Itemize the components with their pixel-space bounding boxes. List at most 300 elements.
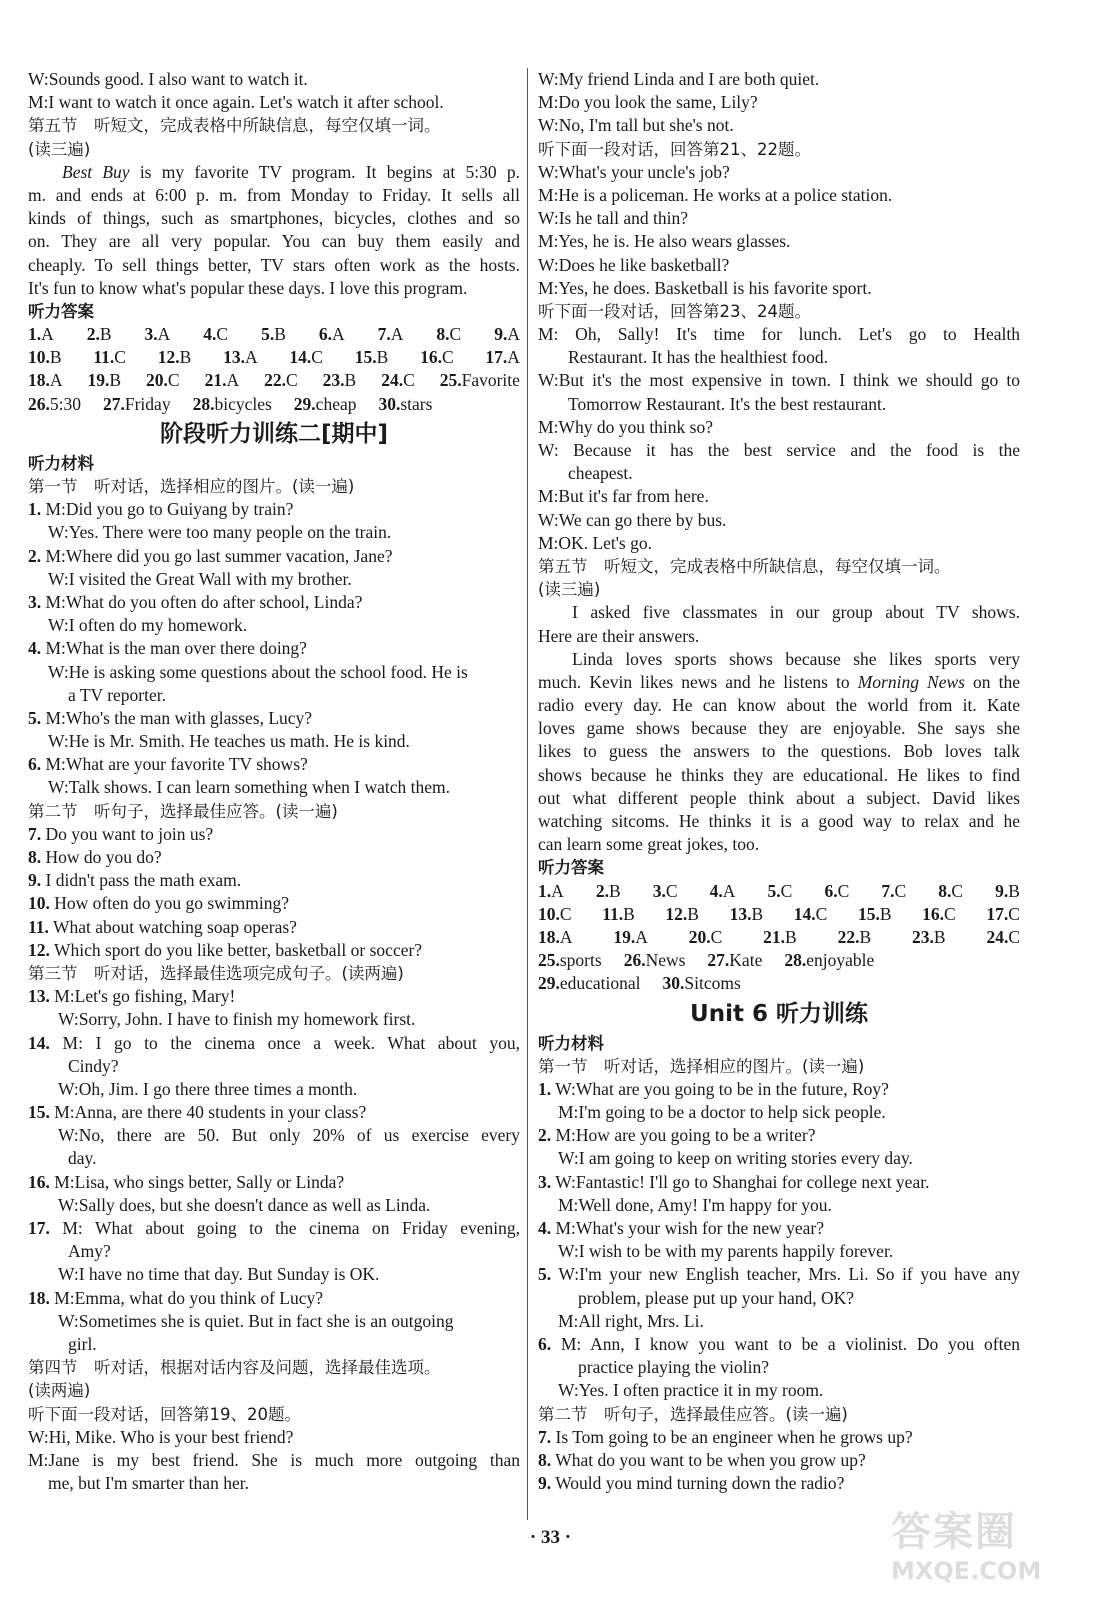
- answer-number: 3.: [652, 880, 666, 901]
- answer-item: [28, 323, 54, 346]
- item-text: M: I go to the cinema once a week. What about you,: [62, 1032, 520, 1053]
- answer-value: stars: [400, 393, 433, 414]
- item-text: Which sport do you like better, basketball or soccer?: [53, 939, 423, 960]
- answer-item: [355, 346, 389, 369]
- answer-item: [858, 903, 892, 926]
- numbered-item: [28, 753, 520, 776]
- dialogue-line: W:Sally does, but she doesn't dance as well as Linda.: [58, 1194, 431, 1215]
- numbered-item: [28, 1032, 520, 1055]
- answer-value: C: [311, 347, 323, 368]
- numbered-item: [538, 1124, 1020, 1147]
- item-text: W:Fantastic! I'll go to Shanghai for college next year.: [555, 1171, 930, 1192]
- answer-value: C: [951, 880, 964, 901]
- answer-number: 11.: [602, 903, 624, 924]
- numbered-item: [28, 545, 520, 568]
- item-text: M:What are your favorite TV shows?: [45, 754, 308, 775]
- answer-item: [87, 323, 112, 346]
- answer-number: 19.: [87, 370, 110, 391]
- item-number: 14.: [28, 1032, 50, 1053]
- answer-value: B: [1008, 880, 1020, 901]
- item-number: 1.: [538, 1078, 552, 1099]
- answer-number: 29.: [538, 973, 560, 994]
- answer-number: 11.: [93, 347, 115, 368]
- text-line: W:What's your uncle's job?: [538, 161, 730, 182]
- section-heading: 第五节 听短文，完成表格中所缺信息，每空仅填一词。: [28, 116, 441, 136]
- column-divider: [527, 68, 528, 1520]
- answer-item: [294, 393, 357, 416]
- answer-item: [378, 393, 432, 416]
- answer-number: 21.: [763, 926, 786, 947]
- answer-value: C: [1008, 903, 1020, 924]
- text-line: M:Yes, he does. Basketball is his favorite sport.: [538, 277, 872, 298]
- section-heading: 第二节 听句子，选择最佳应答。(读一遍): [538, 1404, 848, 1424]
- section-heading: 听下面一段对话，回答第19、20题。: [28, 1404, 301, 1424]
- watermark-logo: [891, 1500, 1071, 1590]
- answer-value: A: [332, 324, 345, 345]
- answer-item: [881, 880, 906, 903]
- item-number: 2.: [28, 545, 42, 566]
- numbered-item: [28, 939, 520, 962]
- answer-value: C: [837, 880, 850, 901]
- text-line: loves game shows because they are enjoyable. She says she: [538, 718, 1020, 739]
- dialogue-line: W:I have no time that day. But Sunday is OK.: [58, 1264, 380, 1285]
- section-heading: (读三遍): [28, 139, 91, 159]
- answer-value: A: [157, 324, 171, 345]
- answer-value: B: [274, 324, 286, 345]
- answer-row: [538, 926, 1020, 949]
- answer-number: 14.: [289, 347, 312, 368]
- answer-row: [538, 880, 1020, 903]
- section-heading: (读三遍): [538, 580, 601, 600]
- answer-item: [912, 926, 946, 949]
- answer-item: [730, 903, 764, 926]
- answer-row: [28, 393, 520, 416]
- dialogue-line: W:Talk shows. I can learn something when I watch them.: [48, 777, 450, 798]
- item-number: 3.: [538, 1171, 552, 1192]
- answer-item: [264, 369, 298, 392]
- answer-number: 25.: [538, 950, 560, 971]
- item-number: 2.: [538, 1125, 552, 1146]
- answer-value: C: [1008, 926, 1020, 947]
- answer-value: Favorite: [461, 370, 520, 391]
- item-number: 6.: [28, 754, 42, 775]
- paragraph-text: is my favorite TV program. It begins at 5:30 p.: [129, 161, 520, 182]
- answer-item: [223, 346, 258, 369]
- answer-number: 15.: [354, 347, 377, 368]
- text-line: M: Oh, Sally! It's time for lunch. Let's go to Health: [538, 324, 1020, 345]
- answer-value: B: [109, 370, 122, 391]
- item-number: 17.: [28, 1218, 50, 1238]
- answer-number: 28.: [192, 393, 215, 414]
- numbered-item: [538, 1217, 1020, 1240]
- answer-number: 8.: [436, 324, 450, 345]
- item-text: I didn't pass the math exam.: [45, 870, 242, 891]
- answer-value: A: [41, 324, 54, 345]
- answer-item: [938, 880, 963, 903]
- answer-number: 26.: [623, 950, 646, 971]
- answer-number: 5.: [767, 880, 781, 901]
- answer-item: [663, 972, 741, 995]
- answer-number: 6.: [824, 880, 838, 901]
- section-label: 听力材料: [538, 1033, 604, 1053]
- section-heading: 第一节 听对话，选择相应的图片。(读一遍): [538, 1056, 865, 1076]
- answer-value: B: [376, 347, 389, 368]
- answer-value: sports: [559, 950, 602, 971]
- text-line: Here are their answers.: [538, 625, 700, 646]
- answer-item: [794, 903, 828, 926]
- dialogue-line: problem, please put up your hand, OK?: [578, 1287, 855, 1308]
- answer-item: [824, 880, 849, 903]
- right-column: [538, 68, 1020, 1495]
- text-line: W:Sounds good. I also want to watch it.: [28, 69, 308, 89]
- item-number: 13.: [28, 986, 50, 1007]
- answer-item: [319, 323, 345, 346]
- answer-item: [710, 880, 736, 903]
- answer-number: 16.: [922, 903, 945, 924]
- text-line: M:He is a policeman. He works at a police station.: [538, 184, 893, 205]
- answer-item: [261, 323, 286, 346]
- answer-item: [103, 393, 171, 416]
- dialogue-line: cheapest.: [568, 463, 633, 484]
- section-label: 听力答案: [538, 858, 604, 878]
- answer-item: [440, 369, 520, 392]
- answer-number: 4.: [203, 324, 217, 345]
- item-text: M:Did you go to Guiyang by train?: [45, 499, 294, 520]
- answer-value: C: [441, 347, 454, 368]
- text-line: W:My friend Linda and I are both quiet.: [538, 69, 820, 89]
- dialogue-line: W:Sorry, John. I have to finish my homework first.: [58, 1009, 416, 1030]
- dialogue-line: Tomorrow Restaurant. It's the best restaurant.: [568, 393, 887, 414]
- answer-item: [145, 323, 171, 346]
- dialogue-line: W:I am going to keep on writing stories every day.: [558, 1148, 913, 1169]
- answer-item: [28, 346, 62, 369]
- item-text: Is Tom going to be an engineer when he grows up?: [555, 1426, 913, 1447]
- answer-item: [653, 880, 678, 903]
- answer-number: 28.: [784, 950, 807, 971]
- answer-value: A: [390, 324, 404, 345]
- answer-item: [323, 369, 357, 392]
- answer-value: A: [226, 370, 240, 391]
- section-heading: 听下面一段对话，回答第21、22题。: [538, 139, 811, 159]
- answer-value: A: [49, 370, 63, 391]
- answer-number: 20.: [688, 926, 711, 947]
- item-text: M:What's your wish for the new year?: [555, 1218, 824, 1238]
- answer-item: [485, 346, 520, 369]
- answer-number: 30.: [662, 973, 685, 994]
- page-number: · 33 ·: [529, 1527, 572, 1548]
- item-text: M:Where did you go last summer vacation, Jane?: [45, 545, 393, 566]
- numbered-item: [538, 1263, 1020, 1286]
- answer-value: C: [780, 880, 793, 901]
- answer-number: 24.: [986, 926, 1009, 947]
- dialogue-line: W:He is Mr. Smith. He teaches us math. He is kind.: [48, 731, 410, 752]
- answer-number: 30.: [378, 393, 401, 414]
- text-line: M:Why do you think so?: [538, 416, 713, 437]
- answer-number: 17.: [485, 347, 508, 368]
- dialogue-line: W:I wish to be with my parents happily forever.: [558, 1241, 894, 1262]
- text-line: out what different people think about a subject. David likes: [538, 787, 1020, 808]
- item-number: 12.: [28, 939, 50, 960]
- answer-number: 8.: [938, 880, 952, 901]
- item-number: 9.: [538, 1473, 552, 1494]
- dialogue-line: W:Oh, Jim. I go there three times a month.: [58, 1078, 358, 1099]
- answer-value: News: [645, 950, 686, 971]
- item-text: M:What is the man over there doing?: [45, 638, 307, 659]
- answer-number: 15.: [857, 903, 880, 924]
- answer-row: [538, 972, 1020, 995]
- answer-value: B: [879, 903, 892, 924]
- text-line: can learn some great jokes, too.: [538, 834, 760, 855]
- item-number: 4.: [28, 638, 42, 659]
- text-line: M:But it's far from here.: [538, 486, 709, 507]
- answer-value: A: [507, 324, 520, 345]
- item-text: M:Emma, what do you think of Lucy?: [54, 1287, 324, 1308]
- numbered-item: [28, 869, 520, 892]
- text-line: likes to guess the answers to the questions. Bob loves talk: [538, 741, 1020, 762]
- answer-item: [784, 949, 874, 972]
- answer-number: 12.: [157, 347, 180, 368]
- item-number: 3.: [28, 591, 42, 612]
- answer-item: [613, 926, 648, 949]
- text-line: W: Because it has the best service and the food is the: [538, 440, 1020, 460]
- answer-value: educational: [559, 973, 641, 994]
- answer-value: C: [710, 926, 723, 947]
- answer-value: B: [99, 324, 112, 345]
- answer-number: 27.: [707, 950, 730, 971]
- answer-value: C: [815, 903, 828, 924]
- answer-value: 5:30: [49, 393, 81, 414]
- answer-item: [986, 903, 1020, 926]
- answer-row: [28, 323, 520, 346]
- answer-number: 17.: [986, 903, 1009, 924]
- numbered-item: [538, 1333, 1020, 1356]
- answer-item: [88, 369, 122, 392]
- answer-value: C: [559, 903, 572, 924]
- answer-row: [28, 369, 520, 392]
- answer-item: [838, 926, 872, 949]
- answer-item: [538, 880, 564, 903]
- answer-value: Kate: [729, 950, 763, 971]
- answer-item: [624, 949, 686, 972]
- answer-row: [28, 346, 520, 369]
- answer-value: C: [216, 324, 229, 345]
- answer-item: [203, 323, 228, 346]
- item-text: W:What are you going to be in the future, Roy?: [555, 1078, 889, 1099]
- item-number: 7.: [28, 823, 42, 844]
- answer-item: [538, 926, 573, 949]
- answer-number: 10.: [538, 903, 560, 924]
- answer-number: 18.: [28, 370, 50, 391]
- answer-number: 23.: [912, 926, 934, 947]
- answer-number: 20.: [146, 370, 168, 391]
- answer-item: [538, 949, 602, 972]
- item-text: What do you want to be when you grow up?: [555, 1449, 866, 1470]
- answer-number: 9.: [995, 880, 1009, 901]
- numbered-item: [28, 916, 520, 939]
- section-label: 听力材料: [28, 453, 94, 473]
- answer-value: Sitcoms: [684, 973, 741, 994]
- answer-number: 16.: [420, 347, 442, 368]
- answer-number: 23.: [322, 370, 345, 391]
- answer-value: C: [944, 903, 956, 924]
- numbered-item: [28, 1287, 520, 1310]
- dialogue-line: Restaurant. It has the healthiest food.: [568, 347, 828, 368]
- text-line: W:We can go there by bus.: [538, 509, 727, 530]
- text-line: radio every day. He can know about the world from it. Kate: [538, 695, 1020, 716]
- numbered-item: [28, 637, 520, 660]
- item-number: 9.: [28, 870, 42, 891]
- answer-number: 6.: [318, 324, 333, 345]
- answer-item: [381, 369, 415, 392]
- answer-item: [93, 346, 126, 369]
- answer-number: 12.: [665, 903, 688, 924]
- dialogue-line: me, but I'm smarter than her.: [48, 1473, 249, 1494]
- answer-item: [494, 323, 520, 346]
- numbered-item: [28, 1171, 520, 1194]
- item-number: 8.: [28, 847, 42, 867]
- dialogue-line: practice playing the violin?: [578, 1357, 769, 1378]
- answer-value: A: [722, 880, 736, 901]
- answer-number: 13.: [729, 903, 752, 924]
- text-line: cheaply. To sell things better, TV stars often work as the hosts.: [28, 254, 520, 275]
- answer-number: 10.: [28, 347, 50, 368]
- answer-item: [193, 393, 272, 416]
- section-heading: 第二节 听句子，选择最佳应答。(读一遍): [28, 801, 338, 821]
- section-heading: 第三节 听对话，选择最佳选项完成句子。(读两遍): [28, 963, 404, 983]
- answer-item: [596, 880, 621, 903]
- dialogue-line: Cindy?: [68, 1055, 119, 1076]
- dialogue-line: girl.: [68, 1333, 97, 1354]
- item-number: 11.: [28, 916, 49, 937]
- text-line: M:Jane is my best friend. She is much more outgoing than: [28, 1449, 520, 1470]
- program-title: Best Buy: [62, 161, 130, 182]
- numbered-item: [538, 1449, 1020, 1472]
- unit-title: Unit 6 听力训练: [690, 1000, 868, 1027]
- text-line: W:Is he tall and thin?: [538, 208, 688, 229]
- text-line: M:Do you look the same, Lily?: [538, 92, 758, 113]
- paragraph-text: much. Kevin likes news and he listens to: [538, 671, 858, 692]
- answer-item: [995, 880, 1020, 903]
- item-text: M:Who's the man with glasses, Lucy?: [45, 707, 313, 728]
- section-heading: 第四节 听对话，根据对话内容及问题，选择最佳选项。: [28, 1358, 441, 1378]
- answer-item: [538, 972, 641, 995]
- numbered-item: [28, 1217, 520, 1240]
- paragraph-line: I asked five classmates in our group about TV shows.: [572, 602, 1020, 623]
- answer-value: B: [623, 903, 635, 924]
- paragraph-text: on the: [964, 671, 1020, 692]
- watermark-text-en: MXQE.COM: [891, 1557, 1042, 1585]
- numbered-item: [28, 892, 520, 915]
- item-text: How do you do?: [45, 847, 162, 867]
- item-number: 16.: [28, 1171, 50, 1192]
- answer-number: 9.: [494, 324, 508, 345]
- text-line: M:OK. Let's go.: [538, 532, 652, 553]
- answer-number: 5.: [261, 324, 275, 345]
- section-heading: 听下面一段对话，回答第23、24题。: [538, 301, 811, 321]
- answer-row: [538, 949, 1020, 972]
- answer-item: [707, 949, 762, 972]
- answer-number: 14.: [793, 903, 816, 924]
- answer-number: 1.: [28, 324, 42, 345]
- answer-value: A: [551, 880, 564, 901]
- item-number: 8.: [538, 1449, 552, 1470]
- answer-item: [289, 346, 323, 369]
- answer-item: [28, 369, 63, 392]
- answer-number: 3.: [144, 324, 158, 345]
- text-line: W:Hi, Mike. Who is your best friend?: [28, 1426, 294, 1447]
- watermark-text-cn: 答案圈: [891, 1509, 1017, 1555]
- numbered-item: [28, 591, 520, 614]
- answer-value: C: [665, 880, 678, 901]
- answer-item: [158, 346, 192, 369]
- answer-value: C: [167, 370, 180, 391]
- dialogue-line: W:No, there are 50. But only 20% of us exercise every: [58, 1125, 520, 1146]
- section-heading: 第五节 听短文，完成表格中所缺信息，每空仅填一词。: [538, 556, 951, 576]
- paragraph-line: [538, 671, 1020, 694]
- answer-number: 19.: [613, 926, 636, 947]
- answer-number: 7.: [377, 324, 391, 345]
- answer-value: B: [49, 347, 62, 368]
- left-column: [28, 68, 520, 1495]
- answer-item: [768, 880, 793, 903]
- numbered-item: [538, 1078, 1020, 1101]
- answer-value: bicycles: [214, 393, 272, 414]
- answer-item: [420, 346, 454, 369]
- text-line: kinds of things, such as smartphones, bicycles, clothes and so: [28, 208, 520, 229]
- text-line: W:Does he like basketball?: [538, 254, 730, 275]
- dialogue-line: W:He is asking some questions about the school food. He is: [48, 661, 468, 682]
- item-text: What about watching soap operas?: [52, 916, 297, 937]
- text-line: m. and ends at 6:00 p. m. from Monday to Friday. It sells all: [28, 184, 520, 205]
- answer-value: B: [687, 903, 699, 924]
- item-number: 5.: [28, 707, 42, 728]
- answer-value: A: [244, 347, 258, 368]
- answer-value: B: [859, 926, 872, 947]
- paragraph-line: [28, 161, 520, 184]
- answer-number: 21.: [204, 370, 227, 391]
- dialogue-line: day.: [68, 1148, 97, 1169]
- text-line: It's fun to know what's popular these days. I love this program.: [28, 277, 468, 298]
- numbered-item: [28, 823, 520, 846]
- answer-number: 24.: [381, 370, 404, 391]
- text-line: M:Yes, he is. He also wears glasses.: [538, 231, 791, 252]
- item-text: M:Anna, are there 40 students in your class?: [54, 1102, 367, 1123]
- answer-value: A: [559, 926, 573, 947]
- answer-item: [763, 926, 797, 949]
- dialogue-line: M:I'm going to be a doctor to help sick people.: [558, 1102, 886, 1123]
- answer-value: C: [403, 370, 415, 391]
- dialogue-line: M:All right, Mrs. Li.: [558, 1310, 704, 1331]
- answer-value: B: [179, 347, 192, 368]
- answer-number: 13.: [223, 347, 245, 368]
- item-text: M: What about going to the cinema on Friday evening,: [62, 1218, 520, 1238]
- answer-number: 29.: [293, 393, 316, 414]
- numbered-item: [538, 1426, 1020, 1449]
- unit-title: 阶段听力训练二[期中]: [159, 420, 389, 447]
- answer-row: [538, 903, 1020, 926]
- text-line: W:But it's the most expensive in town. I think we should go to: [538, 370, 1020, 391]
- item-text: Would you mind turning down the radio?: [555, 1473, 845, 1494]
- text-line: shows because he thinks they are educational. He likes to find: [538, 764, 1020, 785]
- answer-value: B: [785, 926, 797, 947]
- answer-value: C: [449, 324, 462, 345]
- answer-number: 22.: [264, 370, 286, 391]
- dialogue-line: M:Well done, Amy! I'm happy for you.: [558, 1194, 832, 1215]
- item-text: M:How are you going to be a writer?: [555, 1125, 816, 1146]
- item-text: M:Let's go fishing, Mary!: [54, 986, 236, 1007]
- item-number: 5.: [538, 1264, 552, 1285]
- answer-number: 4.: [709, 880, 723, 901]
